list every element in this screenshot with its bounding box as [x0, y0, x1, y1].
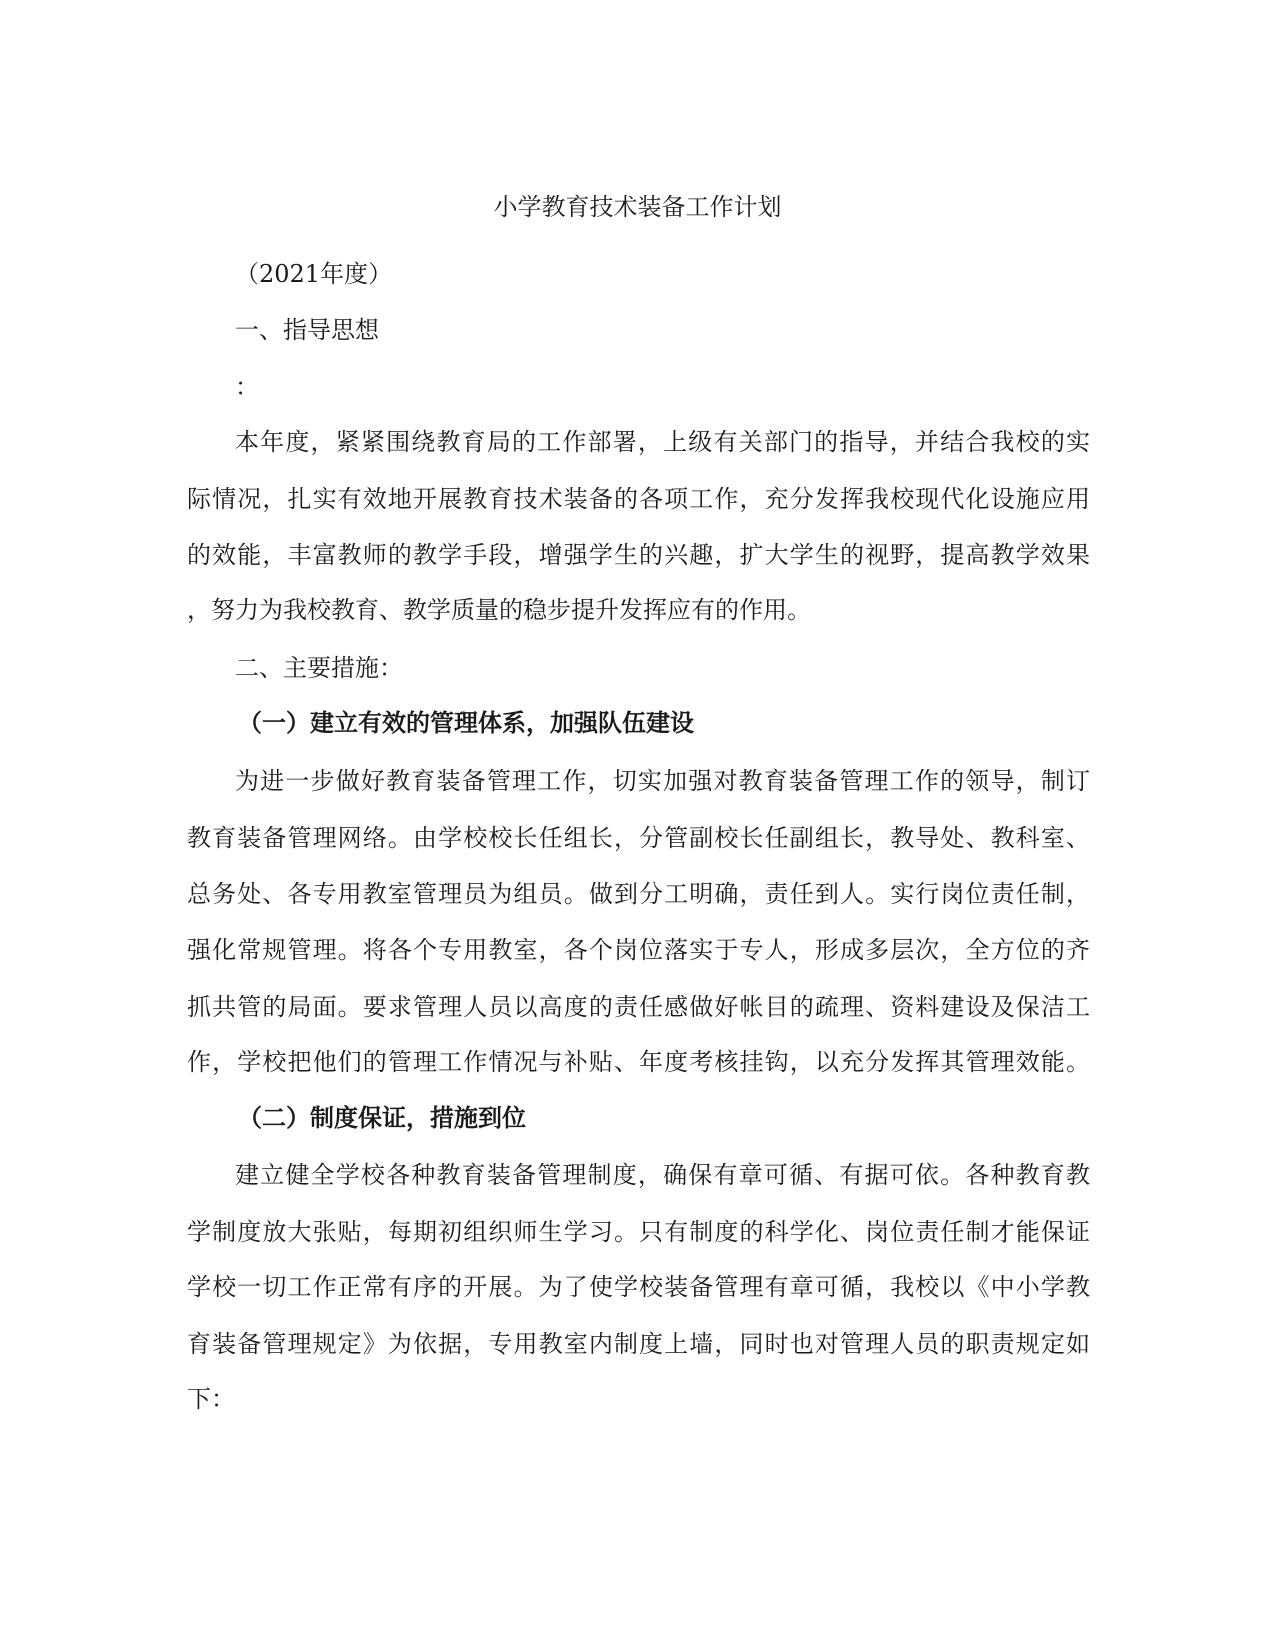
year-label: （2021年度） — [235, 260, 393, 288]
section-heading-main-measures: 二、主要措施： — [235, 654, 403, 682]
paragraph-line: 的效能，丰富教师的教学手段，增强学生的兴趣，扩大学生的视野，提高教学效果 — [187, 541, 1090, 569]
paragraph-line: 建立健全学校各种教育装备管理制度，确保有章可循、有据可依。各种教育教 — [235, 1161, 1090, 1189]
paragraph-line: 育装备管理规定》为依据，专用教室内制度上墙，同时也对管理人员的职责规定如 — [187, 1330, 1090, 1358]
subsection-heading-management-system: （一）建立有效的管理体系，加强队伍建设 — [238, 709, 694, 737]
colon-line: ： — [235, 373, 259, 401]
paragraph-line: 本年度，紧紧围绕教育局的工作部署，上级有关部门的指导，并结合我校的实 — [235, 428, 1090, 456]
paragraph-line: 作，学校把他们的管理工作情况与补贴、年度考核挂钩，以充分发挥其管理效能。 — [187, 1048, 1090, 1076]
paragraph-line: 教育装备管理网络。由学校校长任组长，分管副校长任副组长，教导处、教科室、 — [187, 824, 1090, 852]
paragraph-line: 学制度放大张贴，每期初组织师生学习。只有制度的科学化、岗位责任制才能保证 — [187, 1218, 1090, 1246]
paragraph-line: 学校一切工作正常有序的开展。为了使学校装备管理有章可循，我校以《中小学教 — [187, 1273, 1090, 1301]
paragraph-line: 强化常规管理。将各个专用教室，各个岗位落实于专人，形成多层次，全方位的齐 — [187, 936, 1090, 964]
paragraph-line: 下： — [187, 1385, 235, 1413]
subsection-heading-institutional-guarantee: （二）制度保证，措施到位 — [238, 1104, 526, 1132]
paragraph-line: 际情况，扎实有效地开展教育技术装备的各项工作，充分发挥我校现代化设施应用 — [187, 485, 1090, 513]
paragraph-line: 总务处、各专用教室管理员为组员。做到分工明确，责任到人。实行岗位责任制， — [187, 880, 1090, 908]
section-heading-guiding-ideology: 一、指导思想 — [235, 316, 379, 344]
paragraph-line: 为进一步做好教育装备管理工作，切实加强对教育装备管理工作的领导，制订 — [235, 767, 1090, 795]
paragraph-line: ，努力为我校教育、教学质量的稳步提升发挥应有的作用。 — [187, 596, 811, 624]
paragraph-line: 抓共管的局面。要求管理人员以高度的责任感做好帐目的疏理、资料建设及保洁工 — [187, 993, 1090, 1021]
document-title: 小学教育技术装备工作计划 — [493, 193, 782, 221]
